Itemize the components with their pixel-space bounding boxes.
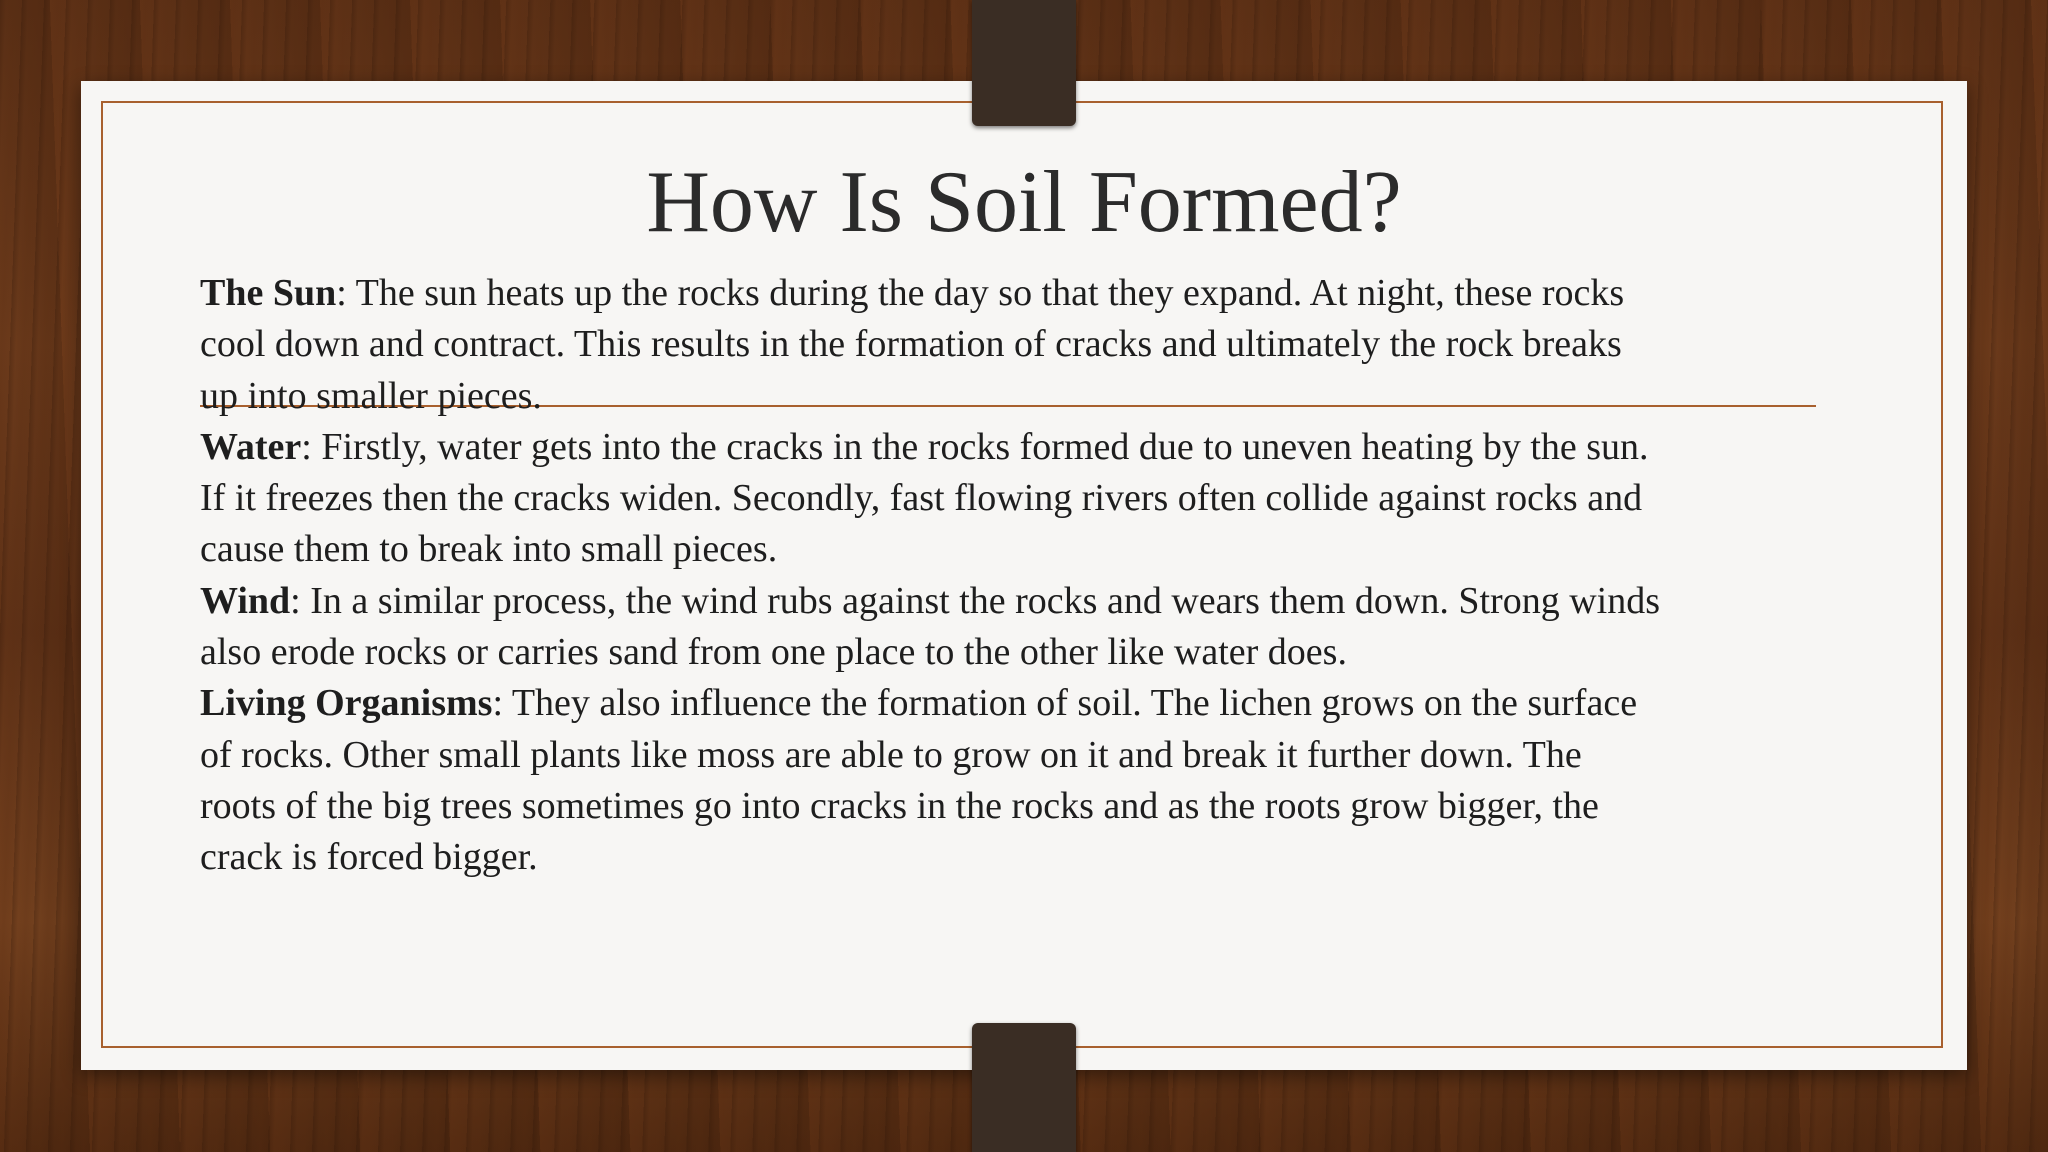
bottom-clip: [972, 1023, 1076, 1152]
paragraph-living-organisms: [200, 678, 1660, 883]
term-wind: Wind: [200, 579, 291, 622]
term-sun: The Sun: [200, 272, 337, 314]
top-clip: [972, 0, 1076, 126]
paragraph-water: [200, 422, 1660, 576]
paragraph-sun: [200, 268, 1660, 422]
slide-body: [200, 268, 1660, 884]
text-living-organisms: : They also influence the formation of soil. The lichen grows on the surface of rocks. Other small plants like moss are able to grow on it and break it further down. The roots of the big trees sometimes go into cracks in the rocks and as the roots grow bigger, the crack is forced bigger.: [200, 682, 1638, 879]
term-water: Water: [200, 425, 302, 468]
text-wind: : In a similar process, the wind rubs against the rocks and wears them down. Strong winds also erode rocks or carries sand from one place to the other like water does.: [200, 579, 1660, 674]
text-water: : Firstly, water gets into the cracks in the rocks formed due to uneven heating by the sun. If it freezes then the cracks widen. Secondly, fast flowing rivers often collide against rocks and cause them to break into small pieces.: [200, 425, 1649, 571]
term-living-organisms: Living Organisms: [200, 682, 493, 725]
paragraph-wind: [200, 576, 1660, 679]
text-sun: : The sun heats up the rocks during the day so that they expand. At night, these rocks cool down and contract. This results in the formation of cracks and ultimately the rock breaks up into smaller pieces.: [200, 272, 1625, 417]
slide-title: How Is Soil Formed?: [646, 154, 1402, 251]
